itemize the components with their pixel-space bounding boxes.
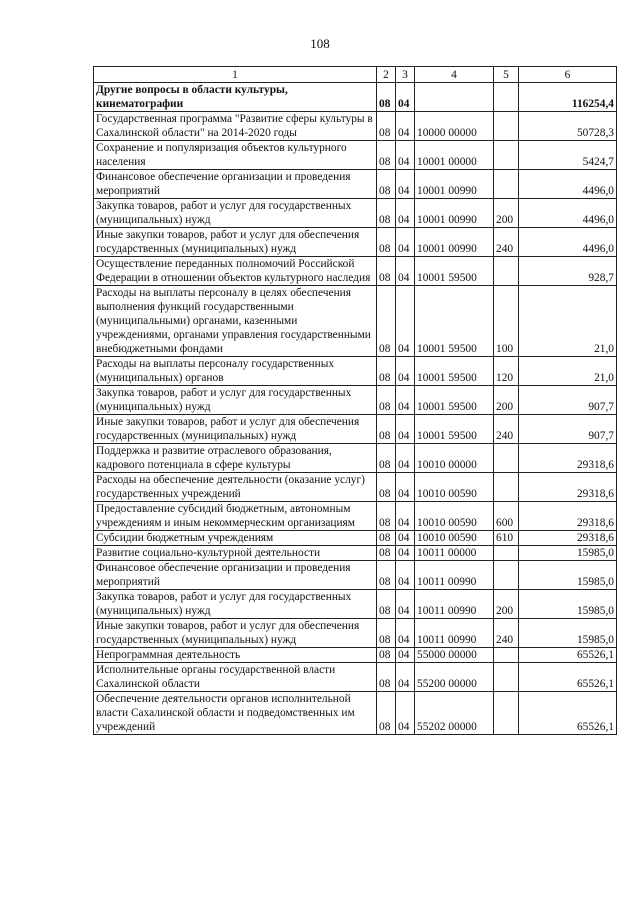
row-expense-type-cell: 240: [494, 228, 519, 257]
row-name-cell: Поддержка и развитие отраслевого образования, кадрового потенциала в сфере культуры: [94, 444, 377, 473]
row-target-article-cell: 10001 59500: [415, 386, 494, 415]
header-row: [94, 67, 617, 83]
table-row: [94, 473, 617, 502]
row-amount-cell: 50728,3: [519, 112, 617, 141]
table-row: [94, 561, 617, 590]
row-amount-cell: 65526,1: [519, 663, 617, 692]
row-target-article-cell: 10010 00590: [415, 473, 494, 502]
row-expense-type-cell: 120: [494, 357, 519, 386]
table-row: [94, 415, 617, 444]
table-row: [94, 619, 617, 648]
row-amount-cell: 29318,6: [519, 531, 617, 546]
row-name-cell: Непрограммная деятельность: [94, 648, 377, 663]
row-name-cell: Закупка товаров, работ и услуг для государственных (муниципальных) нужд: [94, 386, 377, 415]
row-name-cell: Иные закупки товаров, работ и услуг для обеспечения государственных (муниципальных) нужд: [94, 415, 377, 444]
row-subsection-cell: 04: [396, 561, 415, 590]
row-expense-type-cell: 240: [494, 619, 519, 648]
row-section-cell: 08: [377, 415, 396, 444]
row-expense-type-cell: [494, 561, 519, 590]
row-expense-type-cell: [494, 444, 519, 473]
row-target-article-cell: 10011 00990: [415, 590, 494, 619]
row-subsection-cell: 04: [396, 444, 415, 473]
row-section-cell: 08: [377, 199, 396, 228]
row-target-article-cell: 55200 00000: [415, 663, 494, 692]
row-subsection-cell: 04: [396, 473, 415, 502]
row-target-article-cell: 10001 00990: [415, 170, 494, 199]
row-amount-cell: 15985,0: [519, 590, 617, 619]
row-amount-cell: 5424,7: [519, 141, 617, 170]
budget-table: [93, 66, 617, 735]
row-target-article-cell: 10001 59500: [415, 357, 494, 386]
column-header: 4: [415, 67, 494, 83]
row-expense-type-cell: 100: [494, 286, 519, 357]
row-subsection-cell: 04: [396, 199, 415, 228]
row-target-article-cell: 10000 00000: [415, 112, 494, 141]
table-row: [94, 357, 617, 386]
row-section-cell: 08: [377, 502, 396, 531]
row-section-cell: 08: [377, 444, 396, 473]
row-target-article-cell: 10001 00000: [415, 141, 494, 170]
row-expense-type-cell: [494, 83, 519, 112]
table-row: [94, 648, 617, 663]
row-section-cell: 08: [377, 546, 396, 561]
row-target-article-cell: 10010 00590: [415, 531, 494, 546]
row-subsection-cell: 04: [396, 502, 415, 531]
row-subsection-cell: 04: [396, 286, 415, 357]
row-amount-cell: 29318,6: [519, 444, 617, 473]
row-target-article-cell: 10011 00000: [415, 546, 494, 561]
row-target-article-cell: 10001 00990: [415, 228, 494, 257]
row-section-cell: 08: [377, 141, 396, 170]
row-section-cell: 08: [377, 286, 396, 357]
row-amount-cell: 116254,4: [519, 83, 617, 112]
row-subsection-cell: 04: [396, 590, 415, 619]
row-section-cell: 08: [377, 619, 396, 648]
row-section-cell: 08: [377, 228, 396, 257]
row-name-cell: Финансовое обеспечение организации и проведения мероприятий: [94, 561, 377, 590]
row-subsection-cell: 04: [396, 112, 415, 141]
page-number: 108: [310, 36, 330, 51]
row-subsection-cell: 04: [396, 663, 415, 692]
row-section-cell: 08: [377, 473, 396, 502]
row-section-cell: 08: [377, 648, 396, 663]
row-name-cell: Субсидии бюджетным учреждениям: [94, 531, 377, 546]
row-target-article-cell: 10010 00000: [415, 444, 494, 473]
row-subsection-cell: 04: [396, 257, 415, 286]
row-name-cell: Обеспечение деятельности органов исполнительной власти Сахалинской области и подведомственных им учреждений: [94, 692, 377, 735]
row-expense-type-cell: 240: [494, 415, 519, 444]
row-name-cell: Закупка товаров, работ и услуг для государственных (муниципальных) нужд: [94, 199, 377, 228]
row-amount-cell: 15985,0: [519, 619, 617, 648]
table-row: [94, 228, 617, 257]
row-subsection-cell: 04: [396, 692, 415, 735]
row-subsection-cell: 04: [396, 415, 415, 444]
row-name-cell: Иные закупки товаров, работ и услуг для обеспечения государственных (муниципальных) нужд: [94, 619, 377, 648]
row-name-cell: Финансовое обеспечение организации и проведения мероприятий: [94, 170, 377, 199]
row-subsection-cell: 04: [396, 546, 415, 561]
row-section-cell: 08: [377, 386, 396, 415]
row-amount-cell: 29318,6: [519, 473, 617, 502]
table-body: [94, 83, 617, 735]
row-expense-type-cell: [494, 473, 519, 502]
table-row: [94, 502, 617, 531]
row-subsection-cell: 04: [396, 648, 415, 663]
row-amount-cell: 928,7: [519, 257, 617, 286]
row-name-cell: Осуществление переданных полномочий Российской Федерации в отношении объектов культурного наследия: [94, 257, 377, 286]
row-amount-cell: 21,0: [519, 357, 617, 386]
row-subsection-cell: 04: [396, 357, 415, 386]
row-section-cell: 08: [377, 112, 396, 141]
row-expense-type-cell: 200: [494, 199, 519, 228]
table-row: [94, 386, 617, 415]
row-amount-cell: 4496,0: [519, 199, 617, 228]
row-amount-cell: 65526,1: [519, 648, 617, 663]
row-expense-type-cell: 610: [494, 531, 519, 546]
row-amount-cell: 15985,0: [519, 546, 617, 561]
row-amount-cell: 907,7: [519, 415, 617, 444]
row-expense-type-cell: 200: [494, 386, 519, 415]
row-name-cell: Расходы на выплаты персоналу государственных (муниципальных) органов: [94, 357, 377, 386]
table-row: [94, 199, 617, 228]
row-amount-cell: 4496,0: [519, 228, 617, 257]
table-row: [94, 444, 617, 473]
row-target-article-cell: 10001 59500: [415, 286, 494, 357]
row-subsection-cell: 04: [396, 170, 415, 199]
row-amount-cell: 4496,0: [519, 170, 617, 199]
row-amount-cell: 29318,6: [519, 502, 617, 531]
row-subsection-cell: 04: [396, 386, 415, 415]
row-name-cell: Расходы на обеспечение деятельности (оказание услуг) государственных учреждений: [94, 473, 377, 502]
row-target-article-cell: 55000 00000: [415, 648, 494, 663]
row-name-cell: Исполнительные органы государственной власти Сахалинской области: [94, 663, 377, 692]
row-name-cell: Расходы на выплаты персоналу в целях обеспечения выполнения функций государственными (муниципальными) органами, казенными учреждениями, органами управления государственными внебюджетными фондами: [94, 286, 377, 357]
row-section-cell: 08: [377, 663, 396, 692]
row-expense-type-cell: [494, 546, 519, 561]
table-row: [94, 546, 617, 561]
table-row: [94, 257, 617, 286]
row-amount-cell: 15985,0: [519, 561, 617, 590]
row-subsection-cell: 04: [396, 531, 415, 546]
row-expense-type-cell: [494, 648, 519, 663]
row-expense-type-cell: 200: [494, 590, 519, 619]
row-expense-type-cell: [494, 692, 519, 735]
row-section-cell: 08: [377, 170, 396, 199]
row-name-cell: Иные закупки товаров, работ и услуг для обеспечения государственных (муниципальных) нужд: [94, 228, 377, 257]
table-row: [94, 83, 617, 112]
row-expense-type-cell: [494, 112, 519, 141]
row-amount-cell: 65526,1: [519, 692, 617, 735]
column-header: 3: [396, 67, 415, 83]
row-target-article-cell: [415, 83, 494, 112]
row-subsection-cell: 04: [396, 141, 415, 170]
row-name-cell: Государственная программа "Развитие сферы культуры в Сахалинской области" на 2014-2020 годы: [94, 112, 377, 141]
row-subsection-cell: 04: [396, 83, 415, 112]
column-header: 6: [519, 67, 617, 83]
table-row: [94, 590, 617, 619]
row-expense-type-cell: 600: [494, 502, 519, 531]
row-expense-type-cell: [494, 141, 519, 170]
row-subsection-cell: 04: [396, 619, 415, 648]
row-expense-type-cell: [494, 663, 519, 692]
table-row: [94, 170, 617, 199]
row-target-article-cell: 10001 00990: [415, 199, 494, 228]
column-header: 1: [94, 67, 377, 83]
table-row: [94, 531, 617, 546]
row-target-article-cell: 10010 00590: [415, 502, 494, 531]
row-name-cell: Сохранение и популяризация объектов культурного населения: [94, 141, 377, 170]
row-section-cell: 08: [377, 531, 396, 546]
table-row: [94, 112, 617, 141]
row-subsection-cell: 04: [396, 228, 415, 257]
row-expense-type-cell: [494, 257, 519, 286]
table-row: [94, 663, 617, 692]
table-row: [94, 692, 617, 735]
row-name-cell: Развитие социально-культурной деятельности: [94, 546, 377, 561]
row-name-cell: Закупка товаров, работ и услуг для государственных (муниципальных) нужд: [94, 590, 377, 619]
row-expense-type-cell: [494, 170, 519, 199]
row-amount-cell: 21,0: [519, 286, 617, 357]
column-header: 2: [377, 67, 396, 83]
row-section-cell: 08: [377, 83, 396, 112]
row-target-article-cell: 10001 59500: [415, 415, 494, 444]
row-section-cell: 08: [377, 357, 396, 386]
column-header: 5: [494, 67, 519, 83]
row-target-article-cell: 10011 00990: [415, 619, 494, 648]
row-section-cell: 08: [377, 692, 396, 735]
table-row: [94, 286, 617, 357]
table-row: [94, 141, 617, 170]
row-target-article-cell: 55202 00000: [415, 692, 494, 735]
row-target-article-cell: 10001 59500: [415, 257, 494, 286]
row-amount-cell: 907,7: [519, 386, 617, 415]
row-name-cell: Предоставление субсидий бюджетным, автономным учреждениям и иным некоммерческим организациям: [94, 502, 377, 531]
row-target-article-cell: 10011 00990: [415, 561, 494, 590]
row-section-cell: 08: [377, 590, 396, 619]
row-section-cell: 08: [377, 257, 396, 286]
row-name-cell: Другие вопросы в области культуры, кинематографии: [94, 83, 377, 112]
row-section-cell: 08: [377, 561, 396, 590]
